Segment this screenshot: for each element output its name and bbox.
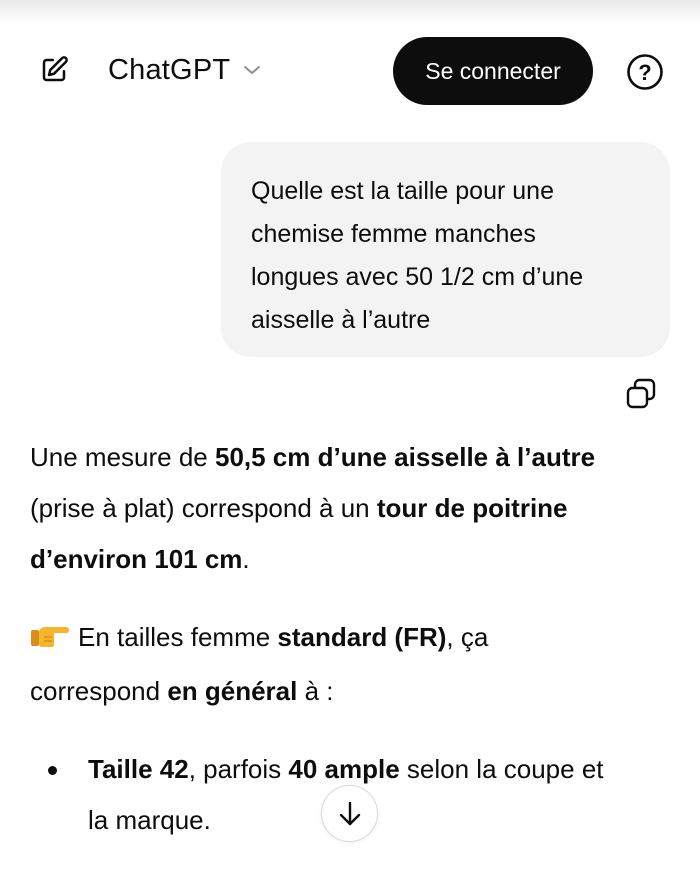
text-run: (prise à plat) correspond à un [30, 493, 377, 523]
answer-line: la marque. [88, 805, 211, 835]
new-chat-button[interactable] [36, 52, 72, 88]
user-message-line: Quelle est la taille pour une [251, 177, 554, 205]
answer-line [30, 534, 675, 585]
status-bar-fade [0, 0, 700, 24]
text-run: , ça [446, 622, 489, 652]
scroll-to-bottom-button[interactable] [321, 785, 378, 842]
assistant-message [30, 432, 675, 846]
bold-run: tour de poitrine [376, 493, 568, 523]
list-item [88, 744, 675, 846]
text-run: Une mesure de [30, 442, 215, 472]
bold-run: standard (FR) [277, 622, 447, 652]
user-message-line: longues avec 50 1/2 cm d’une [251, 263, 584, 291]
answer-line [88, 744, 675, 795]
bold-run: 50,5 cm d’une aisselle à l’autre [214, 442, 596, 472]
text-run: à : [297, 676, 334, 706]
text-run: correspond [30, 676, 168, 706]
bullet-dot [48, 766, 57, 775]
copy-icon [624, 377, 658, 411]
bold-run: en général [167, 676, 298, 706]
answer-line [30, 483, 675, 534]
user-message-bubble [221, 142, 670, 357]
text-run: En tailles femme [78, 622, 278, 652]
model-selector[interactable] [108, 50, 262, 90]
arrow-down-icon [337, 800, 363, 828]
text-run: selon la coupe et [399, 754, 604, 784]
bold-run: 40 ample [288, 754, 400, 784]
text-run: , parfois [188, 754, 289, 784]
pointing-hand-icon [30, 615, 70, 666]
text-run: . [242, 544, 250, 574]
app-header [0, 34, 700, 106]
user-message-line: aisselle à l’autre [251, 306, 431, 334]
copy-message-button[interactable] [624, 377, 658, 411]
answer-line [30, 666, 675, 717]
model-name: ChatGPT [108, 53, 231, 86]
bold-run: Taille 42 [88, 754, 189, 784]
bold-run: d’environ 101 cm [30, 544, 243, 574]
answer-paragraph-1 [30, 432, 675, 585]
chevron-down-icon [242, 64, 262, 76]
help-circle-icon [626, 53, 664, 91]
login-button[interactable]: Se connecter [393, 37, 593, 105]
answer-line [30, 612, 675, 666]
edit-icon [39, 55, 69, 85]
user-message-line: chemise femme manches [251, 220, 536, 248]
answer-paragraph-2 [30, 612, 675, 717]
help-glyph: ? [638, 60, 652, 85]
answer-line [30, 432, 675, 483]
help-button[interactable] [626, 53, 664, 91]
